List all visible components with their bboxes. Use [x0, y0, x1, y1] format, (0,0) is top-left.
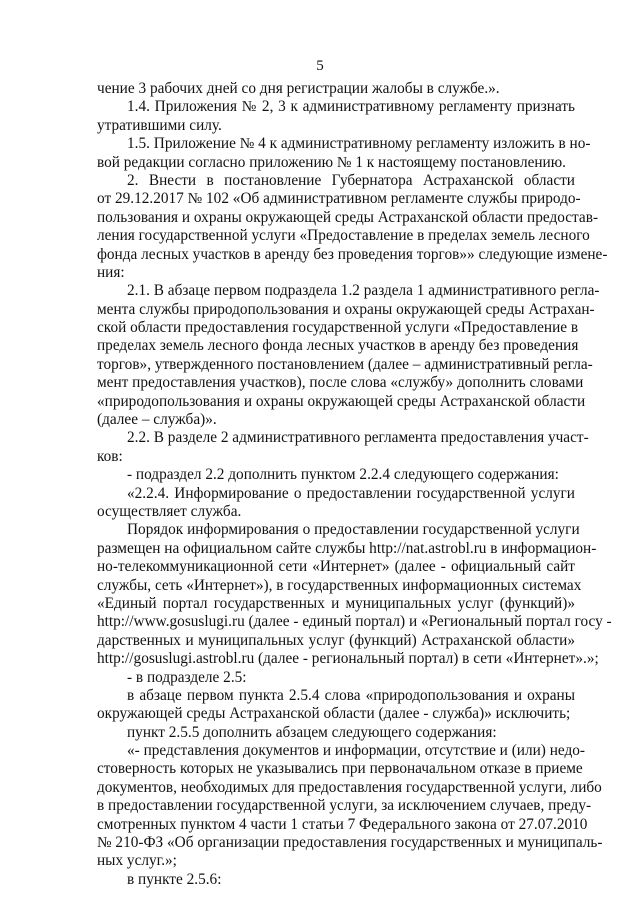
text-line: но-телекоммуникационной сети «Интернет» (далее - официальный сайт — [97, 558, 575, 576]
text-line: - в подразделе 2.5: — [127, 668, 247, 686]
text-line: пределах земель лесного фонда лесных участков в аренду без проведения — [97, 337, 579, 355]
text-line: дарственных и муниципальных услуг (функций) Астраханской области» — [97, 631, 575, 649]
text-line: «2.2.4. Информирование о предоставлении государственной услуги — [127, 484, 575, 502]
text-line: Порядок информирования о предоставлении государственной услуги — [127, 521, 580, 539]
text-line: http://gosuslugi.astrobl.ru (далее - региональный портал) в сети «Интернет».»; — [97, 650, 599, 668]
text-line: пользования и охраны окружающей среды Астраханской области предостав- — [97, 208, 599, 226]
text-line: фонда лесных участков в аренду без проведения торгов»» следующие измене- — [97, 245, 608, 263]
text-line: http://www.gosuslugi.ru (далее - единый портал) и «Региональный портал госу - — [97, 613, 612, 631]
text-line: документов, необходимых для предоставления государственной услуги, либо — [97, 778, 602, 796]
text-line: ков: — [97, 447, 123, 465]
text-line: 2.2. В разделе 2 административного регламента предоставления участ- — [127, 429, 589, 447]
text-line: размещен на официальном сайте службы http://nat.astrobl.ru в информацион- — [97, 539, 597, 557]
document-body — [97, 80, 612, 889]
text-line: ской области предоставления государственной услуги «Предоставление в — [97, 319, 579, 337]
text-line: 1.4. Приложения № 2, 3 к административному регламенту признать — [127, 98, 575, 116]
text-line: пункт 2.5.5 дополнить абзацем следующего содержания: — [127, 723, 497, 741]
text-line: вой редакции согласно приложению № 1 к настоящему постановлению. — [97, 153, 566, 171]
text-line: в пункте 2.5.6: — [127, 870, 222, 888]
page-number: 5 — [316, 58, 324, 74]
text-line: стоверность которых не указывались при первоначальном отказе в приеме — [97, 760, 583, 778]
text-line: «природопользования и охраны окружающей среды Астраханской области — [97, 392, 586, 410]
text-line: в абзаце первом пункта 2.5.4 слова «природопользования и охраны — [127, 686, 575, 704]
text-line: мент предоставления участков), после слова «службу» дополнить словами — [97, 374, 584, 392]
text-line: утратившими силу. — [97, 116, 222, 134]
text-line: службы, сеть «Интернет»), в государственных информационных системах — [97, 576, 582, 594]
text-line: «Единый портал государственных и муниципальных услуг (функций)» — [97, 594, 575, 612]
text-line: окружающей среды Астраханской области (далее - служба)» исключить; — [97, 705, 571, 723]
text-line: ления государственной услуги «Предоставление в пределах земель лесного — [97, 227, 590, 245]
text-line: от 29.12.2017 № 102 «Об административном регламенте службы природо- — [97, 190, 581, 208]
text-line: № 210-ФЗ «Об организации предоставления государственных и муниципаль- — [97, 834, 603, 852]
text-line: (далее – служба)». — [97, 411, 217, 429]
text-line: 1.5. Приложение № 4 к административному регламенту изложить в но- — [127, 135, 591, 153]
text-line: осуществляет служба. — [97, 502, 242, 520]
text-line: ных услуг.»; — [97, 852, 177, 870]
text-line: ния: — [97, 263, 125, 281]
text-line: мента службы природопользования и охраны окружающей среды Астрахан- — [97, 300, 595, 318]
text-line: 2. Внести в постановление Губернатора Астраханской области — [127, 171, 575, 189]
text-line: чение 3 рабочих дней со дня регистрации жалобы в службе.». — [97, 80, 500, 97]
text-line: - подраздел 2.2 дополнить пунктом 2.2.4 следующего содержания: — [127, 466, 559, 484]
text-line: в предоставлении государственной услуги, за исключением случаев, преду- — [97, 797, 592, 815]
text-line: 2.1. В абзаце первом подраздела 1.2 раздела 1 административного регла- — [127, 282, 600, 300]
text-line: смотренных пунктом 4 части 1 статьи 7 Федерального закона от 27.07.2010 — [97, 815, 588, 833]
text-line: «- представления документов и информации, отсутствие и (или) недо- — [127, 742, 586, 760]
text-line: торгов», утвержденного постановлением (далее – административный регла- — [97, 355, 593, 373]
